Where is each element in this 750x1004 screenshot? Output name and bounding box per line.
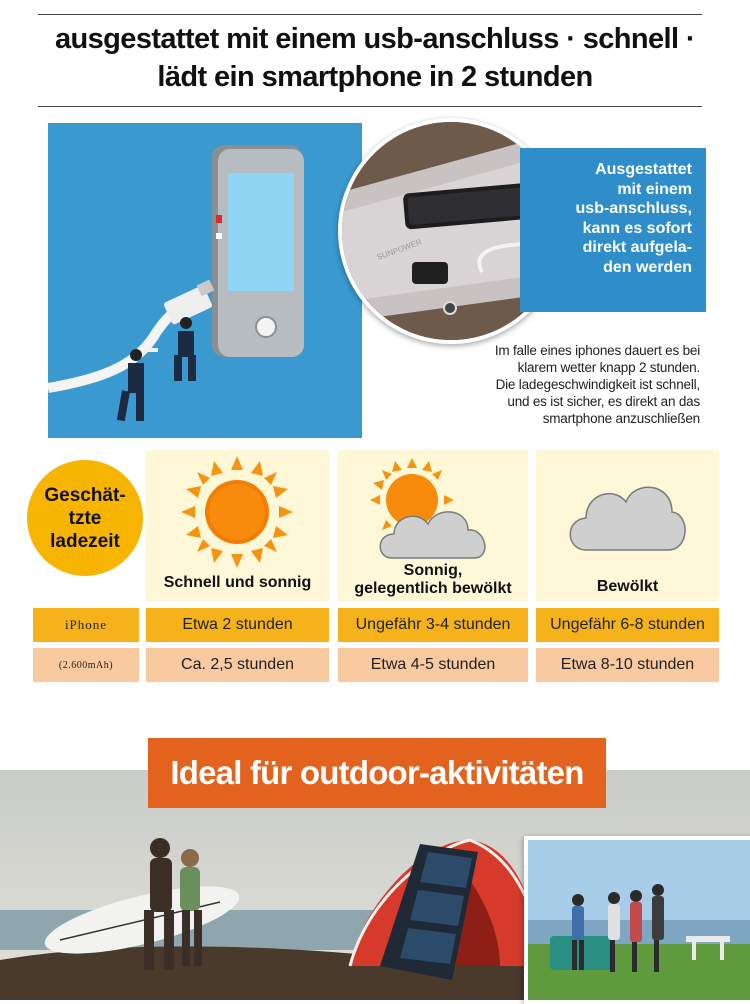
headline-line-1: ausgestattet mit einem usb-anschluss · schnell · [55,23,695,55]
time-sunny-row2: Ca. 2,5 stunden [181,656,294,673]
estimated-time-badge: Geschät- tzte ladezeit [27,460,143,576]
time-cell-sunny-row2 [146,648,329,682]
device-name: iPhone [64,617,108,632]
time-sunny-row1: Etwa 2 stunden [182,616,293,633]
headline-rule-top [38,14,702,15]
time-cell-partly-cloudy-row1 [338,608,528,642]
smartphone-icon [212,145,304,357]
sun-icon [181,456,293,568]
condition-cell-sunny [146,450,329,602]
time-cell-sunny-row1 [146,608,329,642]
time-partly-cloudy-row1: Ungefähr 3-4 stunden [355,616,511,633]
condition-cell-partly-cloudy [338,450,528,602]
charging-description: Im falle eines iphones dauert es bei klarem wetter knapp 2 stunden. Die ladegeschwindigkeit ist schnell, und es ist sicher, es direkt an das smartphone anzuschließen [494,343,700,426]
headline [20,20,730,96]
outdoor-inset-photo [524,836,750,1004]
outdoor-banner: Ideal für outdoor-aktivitäten [148,738,606,808]
usb-illustration [48,123,362,438]
usb-feature-box [520,148,706,312]
partly-cloudy-icon [370,458,500,568]
phone-usb-illustration [48,123,362,438]
usb-feature-text: Ausgestattet mit einem usb-anschluss, kann es sofort direkt aufgela- den werden [575,161,692,276]
cloud-icon [564,470,690,554]
time-cell-cloudy-row1 [536,608,719,642]
device-name-cell [33,608,139,642]
device-capacity-cell [33,648,139,682]
time-cell-partly-cloudy-row2 [338,648,528,682]
condition-label-sunny: Schnell und sonnig [163,574,312,591]
time-cloudy-row1: Ungefähr 6-8 stunden [550,616,705,633]
time-partly-cloudy-row2: Etwa 4-5 stunden [370,656,496,673]
device-capacity: (2.600mAh) [58,659,114,671]
condition-label-partly-cloudy: Sonnig, gelegentlich bewölkt [354,562,512,597]
picnic-group-image [528,840,750,1000]
headline-rule-bottom [38,106,702,107]
panel-brand-text: SUNPOWER [375,237,423,262]
condition-label-cloudy: Bewölkt [596,578,659,595]
time-cell-cloudy-row2 [536,648,719,682]
time-cloudy-row2: Etwa 8-10 stunden [560,656,695,673]
headline-line-2: lädt ein smartphone in 2 stunden [157,61,593,93]
condition-cell-cloudy [536,450,719,602]
